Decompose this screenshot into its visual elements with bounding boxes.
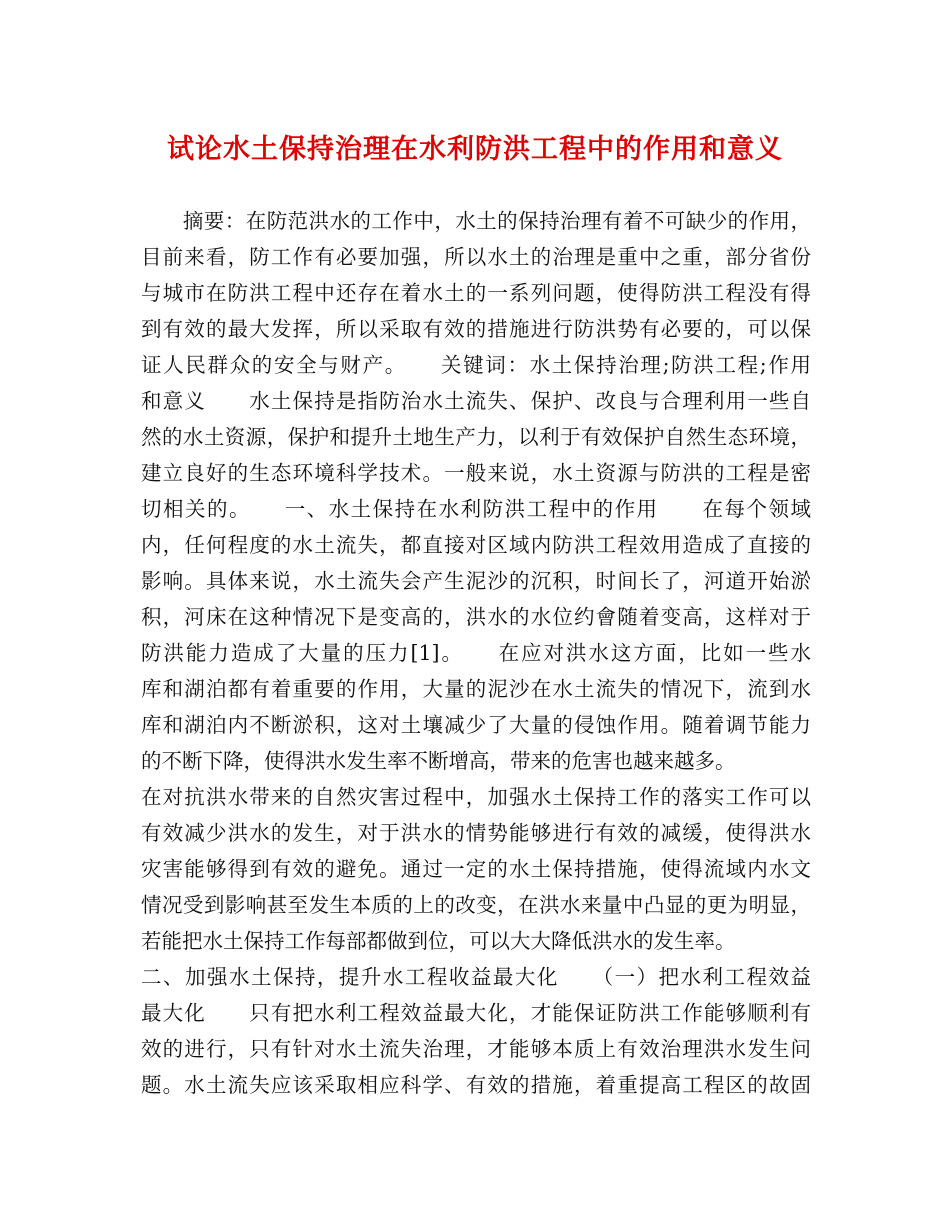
body-line: 然的水土资源，保护和提升土地生产力，以利于有效保护自然生态环境， [141,425,811,449]
body-line: 库和湖泊内不断淤积，这对土壤减少了大量的侵蚀作用。随着调节能力 [141,713,811,737]
body-line: 切相关的。 一、水土保持在水利防洪工程中的作用 在每个领域 [141,497,811,521]
body-line: 最大化 只有把水利工程效益最大化，才能保证防洪工作能够顺利有 [141,1001,811,1025]
body-line: 积，河床在这种情况下是变高的，洪水的水位约會随着变高，这样对于 [141,605,811,629]
body-line: 与城市在防洪工程中还存在着水土的一系列问题，使得防洪工程没有得 [141,281,811,305]
body-line: 的不断下降，使得洪水发生率不断增高，带来的危害也越来越多。 [141,749,736,773]
body-line: 证人民群众的安全与财产。 关键词：水土保持治理;防洪工程;作用 [141,353,811,377]
body-line: 灾害能够得到有效的避免。通过一定的水土保持措施，使得流域内水文 [141,857,811,881]
body-line: 目前来看，防工作有必要加强，所以水土的治理是重中之重，部分省份 [141,245,811,269]
body-line: 若能把水土保持工作每部都做到位，可以大大降低洪水的发生率。 [141,929,736,953]
body-line: 题。水土流失应该采取相应科学、有效的措施，着重提高工程区的故固 [141,1073,811,1097]
body-line: 效的进行，只有针对水土流失治理，才能够本质上有效治理洪水发生问 [141,1037,811,1061]
body-line: 到有效的最大发挥，所以采取有效的措施进行防洪势有必要的，可以保 [141,317,811,341]
body-line: 防洪能力造成了大量的压力[1]。 在应对洪水这方面，比如一些水 [141,641,811,665]
body-line: 摘要：在防范洪水的工作中，水土的保持治理有着不可缺少的作用， [141,209,811,233]
body-line: 和意义 水土保持是指防治水土流失、保护、改良与合理利用一些自 [141,389,811,413]
body-line: 建立良好的生态环境科学技术。一般来说，水土资源与防洪的工程是密 [141,461,811,485]
body-line: 在对抗洪水带来的自然灾害过程中，加强水土保持工作的落实工作可以 [141,785,811,809]
body-line: 有效减少洪水的发生，对于洪水的情势能够进行有效的减缓，使得洪水 [141,821,811,845]
body-line: 情况受到影响甚至发生本质的上的改变，在洪水来量中凸显的更为明显， [141,893,811,917]
body-line: 影响。具体来说，水土流失会产生泥沙的沉积，时间长了，河道开始淤 [141,569,811,593]
document-body [141,203,811,1103]
body-line: 内，任何程度的水土流失，都直接对区域内防洪工程效用造成了直接的 [141,533,811,557]
body-line: 库和湖泊都有着重要的作用，大量的泥沙在水土流失的情况下，流到水 [141,677,811,701]
document-title: 试论水土保持治理在水利防洪工程中的作用和意义 [167,134,783,165]
body-line: 二、加强水土保持，提升水工程收益最大化 （一）把水利工程效益 [141,965,811,989]
